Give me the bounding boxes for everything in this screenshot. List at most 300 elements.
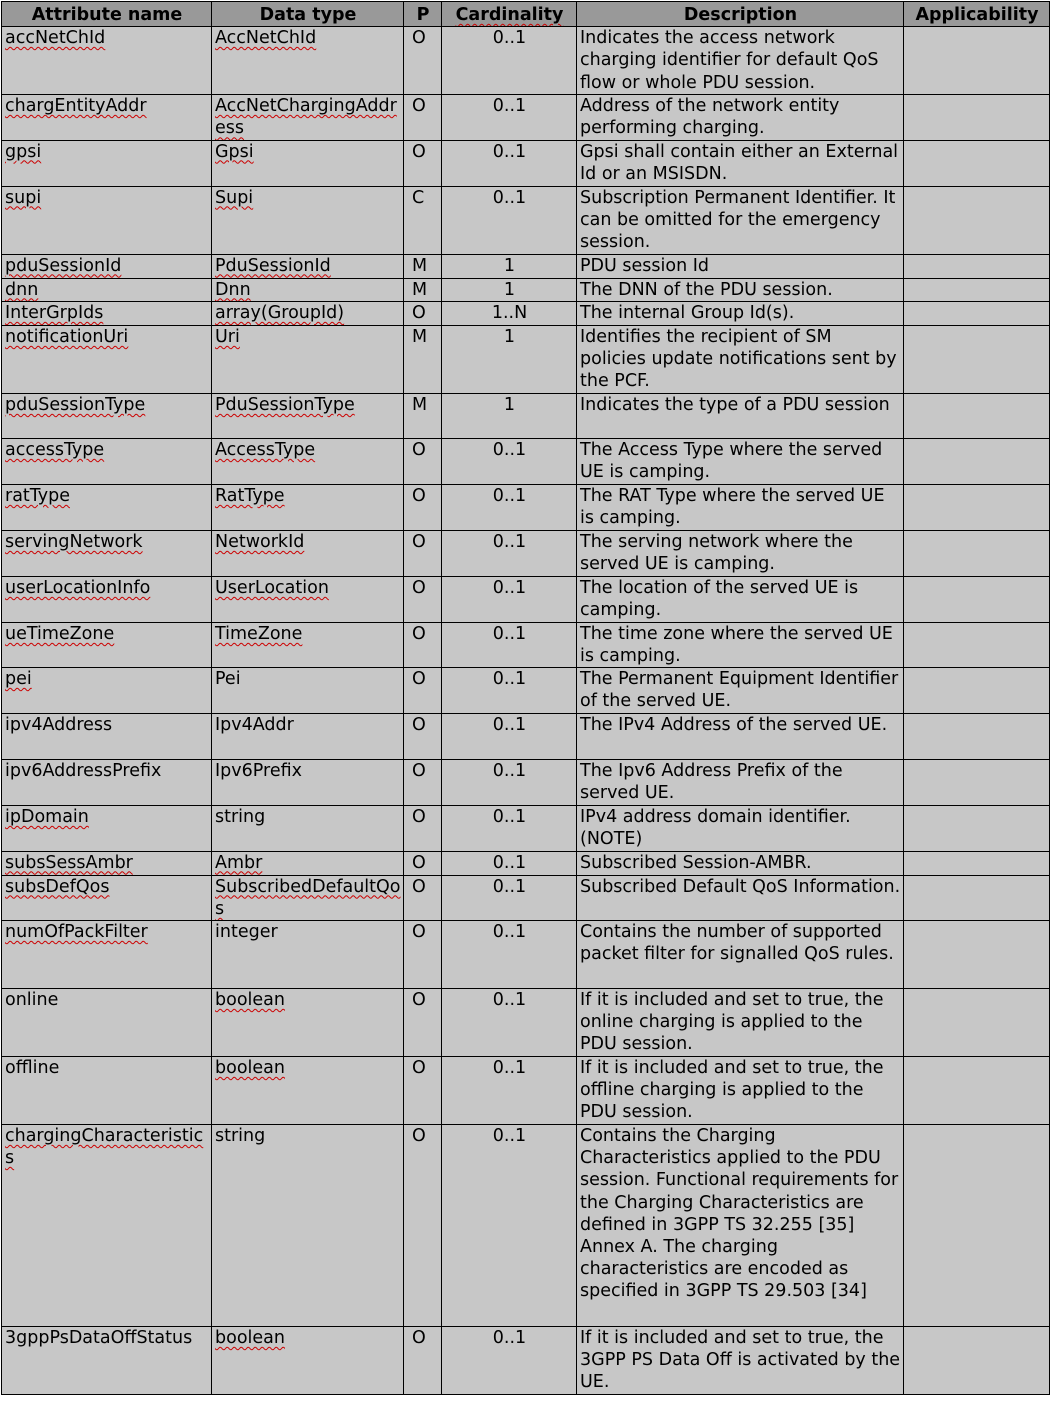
attribute-name-cell-text: pduSessionType [5, 394, 146, 415]
presence-cell [404, 301, 442, 325]
attribute-name-cell [2, 186, 212, 254]
cardinality-cell-text: 0..1 [492, 141, 527, 162]
presence-cell [404, 140, 442, 186]
presence-cell [404, 393, 442, 438]
attribute-name-cell-text: pduSessionId [5, 255, 122, 276]
attribute-name-cell [2, 301, 212, 325]
data-type-cell-text: string [215, 807, 266, 828]
table-row [2, 278, 1050, 301]
data-type-cell [212, 301, 404, 325]
cardinality-cell [442, 254, 577, 278]
cardinality-cell-text: 0..1 [492, 485, 527, 506]
applicability-cell [904, 438, 1050, 484]
presence-cell-text: O [412, 96, 426, 117]
cardinality-cell [442, 484, 577, 530]
applicability-cell [904, 278, 1050, 301]
presence-cell [404, 760, 442, 806]
applicability-cell [904, 325, 1050, 393]
presence-cell-text: M [412, 279, 428, 300]
cardinality-cell-text: 0..1 [492, 187, 527, 208]
table-row [2, 484, 1050, 530]
attribute-name-cell-text: chargingCharacteristics [5, 1126, 204, 1169]
cardinality-cell [442, 921, 577, 989]
description-cell-text: The serving network where the served UE is camping. [580, 531, 853, 575]
presence-cell-text: O [412, 302, 426, 323]
cardinality-cell-text: 0..1 [492, 990, 527, 1011]
presence-cell-text: O [412, 623, 426, 644]
applicability-cell [904, 484, 1050, 530]
data-type-cell-text: Pei [215, 669, 241, 690]
description-cell-text: The DNN of the PDU session. [580, 279, 833, 300]
description-cell-text: Gpsi shall contain either an External Id or an MSISDN. [580, 141, 899, 184]
attribute-name-cell-text: servingNetwork [5, 531, 143, 552]
presence-cell [404, 668, 442, 714]
applicability-cell [904, 851, 1050, 875]
attribute-name-cell-text: ratType [5, 485, 70, 506]
data-type-cell [212, 186, 404, 254]
attribute-name-cell-text: InterGrpIds [5, 302, 104, 323]
presence-cell [404, 95, 442, 140]
attribute-name-cell-text: ipv6AddressPrefix [5, 761, 162, 782]
data-type-cell-text: Gpsi [215, 141, 254, 162]
applicability-cell [904, 95, 1050, 140]
data-type-cell [212, 851, 404, 875]
attribute-name-cell [2, 484, 212, 530]
description-cell [577, 27, 904, 95]
attribute-name-cell [2, 851, 212, 875]
presence-cell-text: O [412, 141, 426, 162]
attribute-name-cell [2, 806, 212, 851]
attribute-name-cell [2, 140, 212, 186]
data-type-cell [212, 668, 404, 714]
applicability-cell [904, 530, 1050, 576]
data-type-cell [212, 484, 404, 530]
data-type-cell-text: Ipv4Addr [215, 715, 294, 736]
table-row [2, 254, 1050, 278]
table-row [2, 576, 1050, 622]
description-cell [577, 622, 904, 667]
data-type-cell [212, 278, 404, 301]
attribute-name-cell [2, 760, 212, 806]
presence-cell [404, 806, 442, 851]
presence-cell [404, 278, 442, 301]
data-type-cell [212, 576, 404, 622]
cardinality-cell [442, 875, 577, 920]
cardinality-cell-text: 0..1 [492, 807, 527, 828]
applicability-cell [904, 1327, 1050, 1395]
cardinality-cell [442, 95, 577, 140]
cardinality-cell-text: 0..1 [492, 852, 527, 873]
attribute-name-cell [2, 325, 212, 393]
attribute-name-cell-text: subsDefQos [5, 876, 110, 897]
description-cell [577, 301, 904, 325]
attribute-name-cell [2, 714, 212, 760]
presence-cell [404, 921, 442, 989]
presence-cell-text: O [412, 439, 426, 460]
attribute-name-cell [2, 393, 212, 438]
data-type-cell-text: Ambr [215, 852, 263, 873]
table-row [2, 95, 1050, 140]
attribute-name-cell [2, 1327, 212, 1395]
data-type-cell-text: PduSessionId [215, 255, 331, 276]
data-type-cell-text: AccNetChId [215, 28, 317, 49]
table-row [2, 393, 1050, 438]
applicability-cell [904, 989, 1050, 1057]
presence-cell [404, 714, 442, 760]
table-row [2, 1327, 1050, 1395]
data-type-cell [212, 806, 404, 851]
presence-cell-text: O [412, 715, 426, 736]
cardinality-cell [442, 622, 577, 667]
data-type-cell-text: Supi [215, 187, 254, 208]
presence-cell-text: O [412, 1126, 426, 1147]
description-cell [577, 393, 904, 438]
cardinality-cell-text: 0..1 [492, 96, 527, 117]
attribute-table [1, 1, 1050, 1395]
cardinality-cell-text: 0..1 [492, 715, 527, 736]
presence-cell [404, 484, 442, 530]
description-cell-text: Subscribed Default QoS Information. [580, 876, 901, 897]
presence-cell [404, 875, 442, 920]
description-cell [577, 921, 904, 989]
table-row [2, 1057, 1050, 1125]
cardinality-cell-text: 0..1 [492, 531, 527, 552]
applicability-cell [904, 714, 1050, 760]
presence-cell-text: O [412, 1328, 426, 1349]
applicability-cell [904, 875, 1050, 920]
data-type-cell [212, 875, 404, 920]
presence-cell-text: O [412, 807, 426, 828]
data-type-cell [212, 622, 404, 667]
presence-cell [404, 1125, 442, 1327]
presence-cell-text: O [412, 669, 426, 690]
cardinality-cell-text: 1 [503, 326, 516, 347]
description-cell [577, 806, 904, 851]
description-cell [577, 438, 904, 484]
attribute-name-cell [2, 921, 212, 989]
data-type-cell [212, 325, 404, 393]
table-row [2, 989, 1050, 1057]
description-cell-text: Identifies the recipient of SM policies update notifications sent by the PCF. [580, 326, 897, 392]
cardinality-cell [442, 714, 577, 760]
attribute-name-cell [2, 95, 212, 140]
attribute-name-cell-text: supi [5, 187, 42, 208]
attribute-name-cell [2, 989, 212, 1057]
presence-cell [404, 576, 442, 622]
description-cell-text: If it is included and set to true, the online charging is applied to the PDU session. [580, 990, 884, 1055]
data-type-cell-text: SubscribedDefaultQos [215, 876, 401, 919]
cardinality-cell-text: 0..1 [492, 439, 527, 460]
table-row [2, 714, 1050, 760]
presence-cell-text: O [412, 922, 426, 943]
cardinality-cell [442, 278, 577, 301]
cardinality-cell [442, 760, 577, 806]
description-cell-text: Subscription Permanent Identifier. It can be omitted for the emergency session. [580, 187, 896, 253]
description-cell [577, 851, 904, 875]
data-type-cell-text: boolean [215, 1328, 285, 1349]
header-applicability: Applicability [904, 2, 1050, 27]
presence-cell [404, 325, 442, 393]
attribute-name-cell-text: userLocationInfo [5, 577, 151, 598]
description-cell [577, 278, 904, 301]
cardinality-cell-text: 0..1 [492, 922, 527, 943]
presence-cell-text: O [412, 876, 426, 897]
description-cell-text: Contains the Charging Characteristics applied to the PDU session. Functional requirements for the Charging Characteristics are defined in 3GPP TS 32.255 [35] Annex A. The charging characteristics are encoded as specified in 3GPP TS 29.503 [34] [580, 1126, 899, 1302]
table-row [2, 325, 1050, 393]
cardinality-cell [442, 806, 577, 851]
description-cell [577, 1125, 904, 1327]
description-cell [577, 1327, 904, 1395]
description-cell [577, 484, 904, 530]
description-cell [577, 1057, 904, 1125]
description-cell-text: The Permanent Equipment Identifier of the served UE. [580, 669, 899, 712]
applicability-cell [904, 27, 1050, 95]
description-cell-text: The IPv4 Address of the served UE. [580, 715, 888, 736]
applicability-cell [904, 760, 1050, 806]
presence-cell [404, 438, 442, 484]
description-cell [577, 668, 904, 714]
table-row [2, 875, 1050, 920]
description-cell-text: IPv4 address domain identifier. (NOTE) [580, 807, 851, 850]
cardinality-cell [442, 393, 577, 438]
description-cell-text: The time zone where the served UE is camping. [580, 623, 893, 667]
applicability-cell [904, 668, 1050, 714]
table-row [2, 668, 1050, 714]
data-type-cell-text: UserLocation [215, 577, 329, 598]
attribute-name-cell [2, 576, 212, 622]
cardinality-cell-text: 0..1 [492, 1126, 527, 1147]
attribute-name-cell [2, 438, 212, 484]
cardinality-cell-text: 0..1 [492, 669, 527, 690]
presence-cell-text: C [412, 187, 425, 208]
presence-cell-text: O [412, 28, 426, 49]
presence-cell [404, 1057, 442, 1125]
description-cell-text: The Access Type where the served UE is camping. [580, 439, 883, 483]
attribute-name-cell [2, 254, 212, 278]
applicability-cell [904, 186, 1050, 254]
header-cardinality-label: Cardinality [455, 5, 564, 25]
description-cell-text: The internal Group Id(s). [580, 302, 795, 323]
header-cardinality [442, 2, 577, 27]
data-type-cell-text: string [215, 1126, 266, 1147]
data-type-cell-text: PduSessionType [215, 394, 355, 415]
attribute-name-cell [2, 622, 212, 667]
cardinality-cell [442, 668, 577, 714]
table-row [2, 921, 1050, 989]
cardinality-cell [442, 438, 577, 484]
presence-cell [404, 989, 442, 1057]
description-cell [577, 989, 904, 1057]
data-type-cell [212, 254, 404, 278]
cardinality-cell-text: 0..1 [492, 577, 527, 598]
presence-cell [404, 622, 442, 667]
applicability-cell [904, 301, 1050, 325]
presence-cell [404, 530, 442, 576]
data-type-cell [212, 393, 404, 438]
table-row [2, 760, 1050, 806]
cardinality-cell [442, 1125, 577, 1327]
cardinality-cell-text: 0..1 [492, 623, 527, 644]
data-type-cell [212, 714, 404, 760]
data-type-cell-text: integer [215, 922, 278, 943]
description-cell-text: The RAT Type where the served UE is camping. [580, 485, 885, 529]
attribute-name-cell-text: offline [5, 1058, 60, 1079]
cardinality-cell-text: 0..1 [492, 876, 527, 897]
presence-cell [404, 27, 442, 95]
presence-cell-text: O [412, 577, 426, 598]
description-cell [577, 714, 904, 760]
description-cell-text: Indicates the type of a PDU session [580, 394, 890, 415]
description-cell-text: Subscribed Session-AMBR. [580, 852, 812, 873]
presence-cell-text: O [412, 990, 426, 1011]
presence-cell-text: M [412, 394, 428, 415]
description-cell [577, 760, 904, 806]
applicability-cell [904, 1057, 1050, 1125]
table-row [2, 140, 1050, 186]
presence-cell [404, 851, 442, 875]
header-presence: P [404, 2, 442, 27]
data-type-cell [212, 140, 404, 186]
cardinality-cell-text: 1 [503, 279, 516, 300]
table-row [2, 622, 1050, 667]
presence-cell-text: O [412, 761, 426, 782]
presence-cell [404, 1327, 442, 1395]
header-attribute-name: Attribute name [2, 2, 212, 27]
cardinality-cell-text: 0..1 [492, 1328, 527, 1349]
data-type-cell-text: array(GroupId) [215, 302, 345, 323]
applicability-cell [904, 393, 1050, 438]
description-cell-text: The location of the served UE is camping. [580, 577, 859, 621]
data-type-cell-text: RatType [215, 485, 285, 506]
table-row [2, 301, 1050, 325]
data-type-cell [212, 1057, 404, 1125]
table-row [2, 851, 1050, 875]
attribute-name-cell [2, 530, 212, 576]
description-cell [577, 875, 904, 920]
attribute-name-cell-text: pei [5, 669, 32, 690]
attribute-name-cell [2, 668, 212, 714]
presence-cell [404, 254, 442, 278]
cardinality-cell [442, 186, 577, 254]
description-cell-text: PDU session Id [580, 255, 710, 276]
description-cell-text: Contains the number of supported packet filter for signalled QoS rules. [580, 922, 894, 965]
table-row [2, 806, 1050, 851]
description-cell [577, 95, 904, 140]
applicability-cell [904, 1125, 1050, 1327]
attribute-name-cell-text: chargEntityAddr [5, 96, 147, 117]
cardinality-cell [442, 301, 577, 325]
description-cell [577, 325, 904, 393]
header-description: Description [577, 2, 904, 27]
data-type-cell-text: TimeZone [215, 623, 303, 644]
cardinality-cell [442, 1327, 577, 1395]
table-row [2, 530, 1050, 576]
presence-cell-text: M [412, 255, 428, 276]
cardinality-cell [442, 140, 577, 186]
attribute-name-cell [2, 1125, 212, 1327]
presence-cell-text: O [412, 1058, 426, 1079]
header-data-type: Data type [212, 2, 404, 27]
description-cell-text: The Ipv6 Address Prefix of the served UE. [580, 761, 843, 804]
data-type-cell [212, 530, 404, 576]
attribute-name-cell [2, 278, 212, 301]
cardinality-cell [442, 530, 577, 576]
description-cell [577, 254, 904, 278]
applicability-cell [904, 140, 1050, 186]
data-type-cell-text: AccessType [215, 439, 316, 460]
attribute-name-cell-text: gpsi [5, 141, 42, 162]
data-type-cell-text: AccNetChargingAddress [215, 96, 397, 139]
attribute-name-cell-text: numOfPackFilter [5, 922, 148, 943]
cardinality-cell-text: 0..1 [492, 1058, 527, 1079]
data-type-cell [212, 1125, 404, 1327]
table-row [2, 438, 1050, 484]
data-type-cell [212, 27, 404, 95]
data-type-cell [212, 438, 404, 484]
attribute-name-cell-text: ipv4Address [5, 715, 113, 736]
description-cell [577, 530, 904, 576]
presence-cell-text: O [412, 531, 426, 552]
description-cell-text: If it is included and set to true, the 3GPP PS Data Off is activated by the UE. [580, 1328, 901, 1393]
data-type-cell-text: Ipv6Prefix [215, 761, 302, 782]
attribute-name-cell-text: accNetChId [5, 28, 106, 49]
cardinality-cell [442, 27, 577, 95]
data-type-cell-text: Uri [215, 326, 240, 347]
description-cell [577, 576, 904, 622]
applicability-cell [904, 806, 1050, 851]
cardinality-cell [442, 851, 577, 875]
data-type-cell [212, 760, 404, 806]
applicability-cell [904, 576, 1050, 622]
presence-cell [404, 186, 442, 254]
cardinality-cell [442, 325, 577, 393]
attribute-name-cell-text: 3gppPsDataOffStatus [5, 1328, 193, 1349]
table-row [2, 186, 1050, 254]
applicability-cell [904, 254, 1050, 278]
presence-cell-text: M [412, 326, 428, 347]
applicability-cell [904, 622, 1050, 667]
data-type-cell [212, 921, 404, 989]
table-row [2, 27, 1050, 95]
attribute-name-cell-text: online [5, 990, 59, 1011]
data-type-cell [212, 95, 404, 140]
description-cell-text: Address of the network entity performing charging. [580, 96, 840, 139]
attribute-name-cell [2, 875, 212, 920]
description-cell [577, 140, 904, 186]
attribute-name-cell [2, 27, 212, 95]
data-type-cell-text: boolean [215, 1058, 285, 1079]
cardinality-cell-text: 0..1 [492, 28, 527, 49]
cardinality-cell-text: 1 [503, 255, 516, 276]
cardinality-cell [442, 989, 577, 1057]
attribute-name-cell-text: subsSessAmbr [5, 852, 133, 873]
data-type-cell-text: NetworkId [215, 531, 305, 552]
presence-cell-text: O [412, 852, 426, 873]
description-cell [577, 186, 904, 254]
applicability-cell [904, 921, 1050, 989]
cardinality-cell-text: 1 [503, 394, 516, 415]
data-type-cell-text: Dnn [215, 279, 251, 300]
description-cell-text: If it is included and set to true, the offline charging is applied to the PDU session. [580, 1058, 884, 1123]
description-cell-text: Indicates the access network charging identifier for default QoS flow or whole PDU session. [580, 28, 879, 93]
header-row [2, 2, 1050, 27]
attribute-name-cell-text: ipDomain [5, 807, 89, 828]
cardinality-cell [442, 576, 577, 622]
attribute-name-cell-text: ueTimeZone [5, 623, 115, 644]
attribute-name-cell-text: accessType [5, 439, 105, 460]
data-type-cell [212, 1327, 404, 1395]
attribute-name-cell-text: dnn [5, 279, 39, 300]
